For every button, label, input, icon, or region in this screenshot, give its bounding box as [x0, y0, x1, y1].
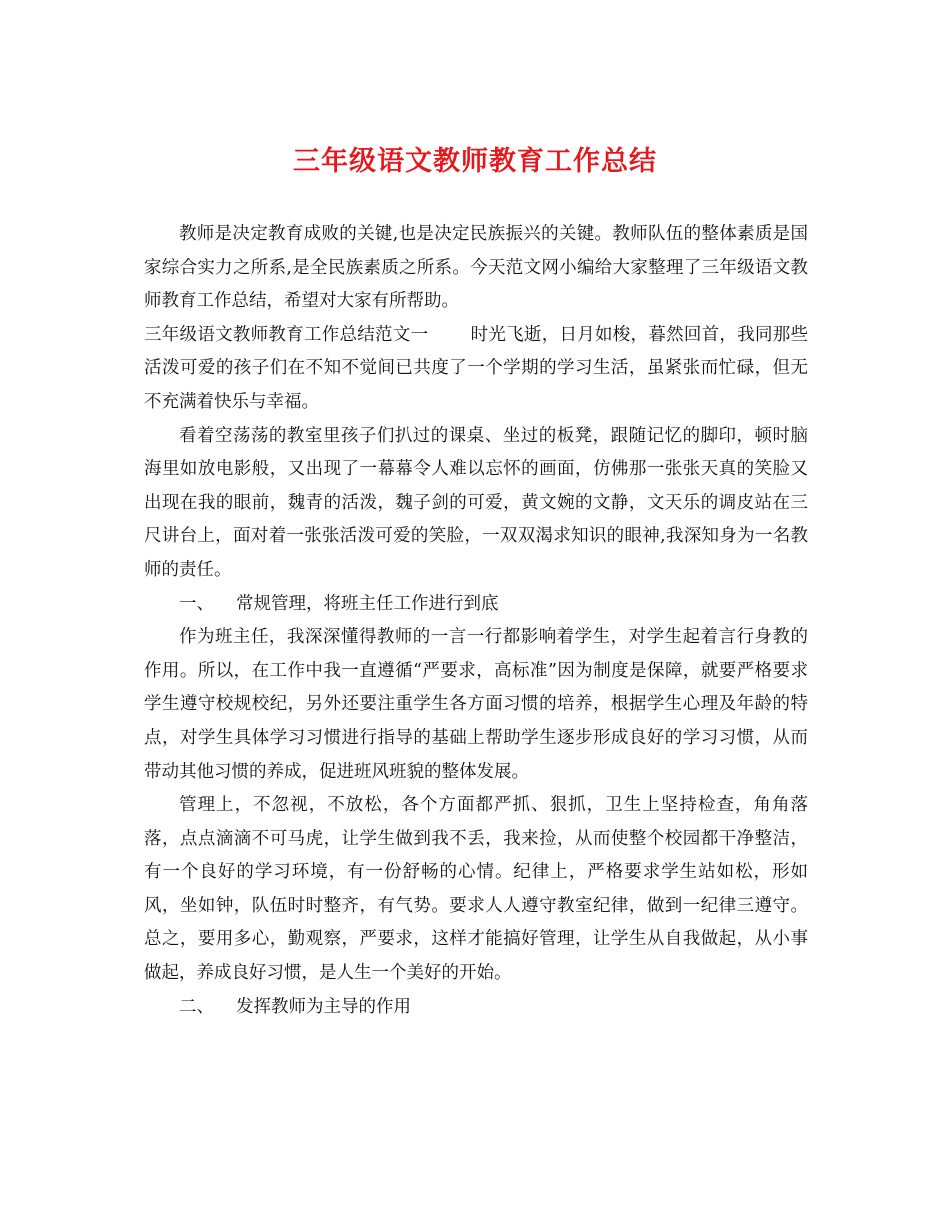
memory-paragraph: 看着空荡荡的教室里孩子们扒过的课桌、坐过的板凳，跟随记忆的脚印，顿时脑海里如放电影般，又出现了一幕幕令人难以忘怀的画面，仿佛那一张张天真的笑脸又出现在我的眼前，魏青的活泼，魏子剑的可爱，黄文婉的文静，文天乐的调皮站在三尺讲台上，面对着一张张活泼可爱的笑脸，一双双渴求知识的眼神,我深知身为一名教师的责任。 [144, 425, 808, 580]
management-paragraph: 管理上，不忽视，不放松，各个方面都严抓、狠抓，卫生上坚持检查，角角落落，点点滴滴不可马虎，让学生做到我不丢，我来捡，从而使整个校园都干净整洁，有一个良好的学习环境，有一份舒畅的心情。纪律上，严格要求学生站如松，形如风，坐如钟，队伍时时整齐，有气势。要求人人遵守教室纪律，做到一纪律三遵守。总之，要用多心，勤观察，严要求，这样才能搞好管理，让学生从自我做起，从小事做起，养成良好习惯，是人生一个美好的开始。 [144, 795, 808, 984]
class-teacher-paragraph: 作为班主任，我深深懂得教师的一言一行都影响着学生，对学生起着言行身教的作用。所以，在工作中我一直遵循“严要求，高标准”因为制度是保障，就要严格要求学生遵守校规校纪，另外还要注重学生各方面习惯的培养，根据学生心理及年龄的特点，对学生具体学习习惯进行指导的基础上帮助学生逐步形成良好的学习习惯，从而带动其他习惯的养成，促进班风班貌的整体发展。 [144, 627, 808, 782]
section-title-2: 发挥教师为主导的作用 [236, 996, 411, 1017]
section-heading-2 [144, 991, 808, 1025]
section-title-1: 常规管理，将班主任工作进行到底 [236, 593, 499, 614]
page-title: 三年级语文教师教育工作总结 [293, 146, 657, 177]
sample-opening: 时光飞逝，日月如梭，暮然回首，我同那些活泼可爱的孩子们在不知不觉间已共度了一个学期的学习生活，虽紧张而忙碌，但无不充满着快乐与幸福。 [144, 324, 808, 412]
sample-paragraph [144, 319, 808, 420]
document-body [144, 218, 808, 1024]
sample-label: 三年级语文教师教育工作总结范文一 [144, 324, 429, 345]
section-number-2: 二、 [179, 996, 214, 1017]
section-heading-1 [144, 588, 808, 622]
intro-paragraph: 教师是决定教育成败的关键,也是决定民族振兴的关键。教师队伍的整体素质是国家综合实力之所系,是全民族素质之所系。今天范文网小编给大家整理了三年级语文教师教育工作总结，希望对大家有所帮助。 [144, 224, 808, 312]
section-number-1: 一、 [179, 593, 214, 614]
